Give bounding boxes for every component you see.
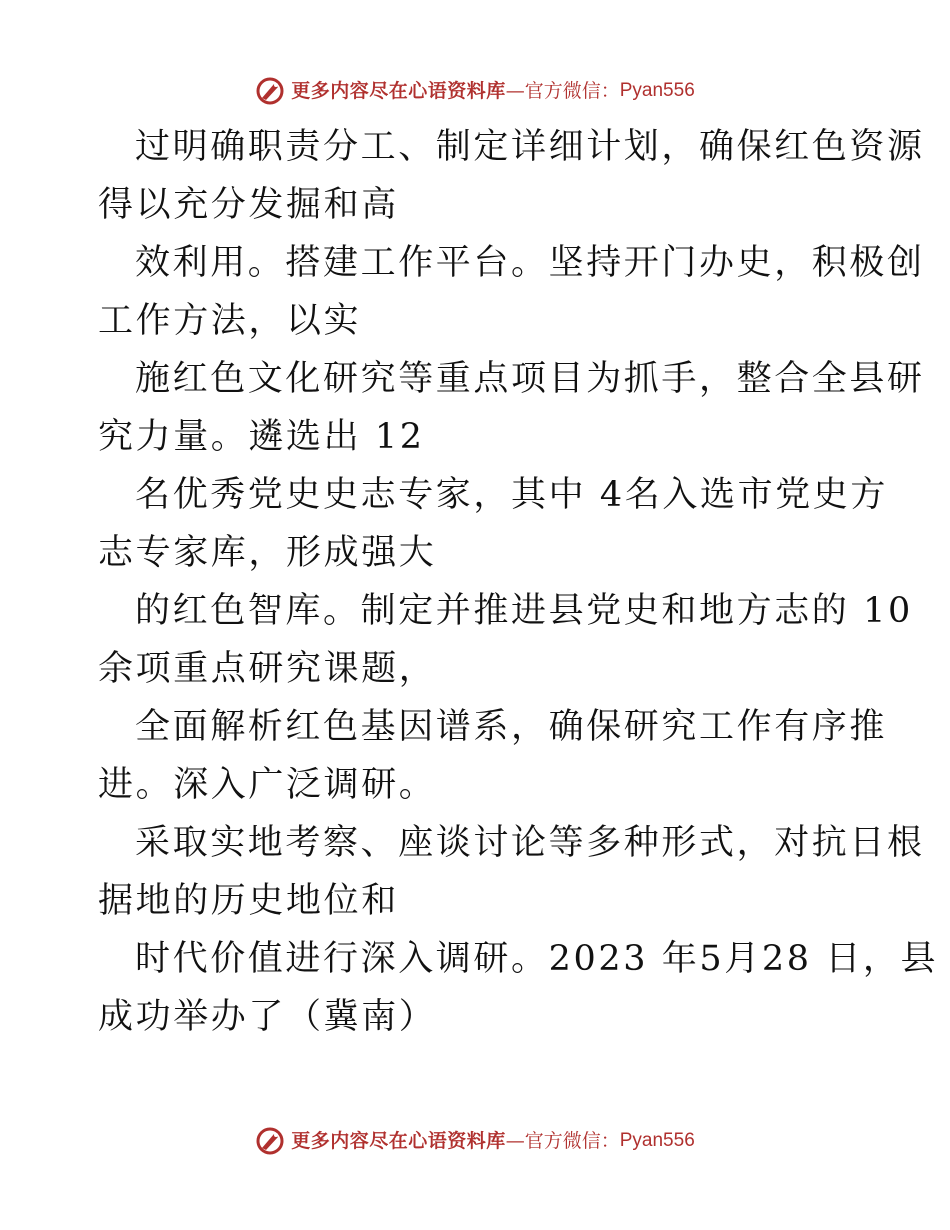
watermark-wechat-label: 官方微信：	[524, 1130, 620, 1152]
paragraph	[98, 350, 925, 466]
paragraph-second-line: 进。深入广泛调研。	[98, 765, 437, 805]
watermark-separator: —	[505, 1130, 525, 1152]
paragraph-second-line: 究力量。遴选出 12	[98, 417, 425, 457]
paragraph-first-line: 名优秀党史史志专家，其中 4名入选市党史方	[135, 475, 888, 515]
paragraph	[98, 814, 925, 930]
paragraph-first-line: 效利用。搭建工作平台。坚持开门办史，积极创	[135, 243, 925, 283]
paragraph-second-line: 据地的历史地位和	[98, 881, 399, 921]
watermark-separator: —	[505, 80, 525, 102]
paragraph-first-line: 时代价值进行深入调研。2023 年5月28 日，县	[135, 939, 939, 979]
paragraph-first-line: 的红色智库。制定并推进县党史和地方志的 10	[135, 591, 913, 631]
paragraph-first-line: 全面解析红色基因谱系，确保研究工作有序推	[135, 707, 888, 747]
paragraph-first-line: 过明确职责分工、制定详细计划，确保红色资源	[135, 127, 925, 167]
document-body	[98, 118, 939, 1046]
watermark-main-text: 更多内容尽在心语资料库	[291, 1130, 506, 1152]
paragraph-second-line: 志专家库，形成强大	[98, 533, 437, 573]
paragraph	[98, 930, 939, 1046]
paragraph-first-line: 采取实地考察、座谈讨论等多种形式，对抗日根	[135, 823, 925, 863]
header-watermark	[0, 75, 950, 105]
paragraph-second-line: 余项重点研究课题，	[98, 649, 437, 689]
paragraph-second-line: 工作方法，以实	[98, 301, 362, 341]
paragraph	[98, 118, 925, 234]
paragraph-second-line: 得以充分发掘和高	[98, 185, 399, 225]
paragraph	[98, 234, 925, 350]
paragraph-first-line: 施红色文化研究等重点项目为抓手，整合全县研	[135, 359, 925, 399]
watermark-wechat-label: 官方微信：	[524, 80, 620, 102]
watermark-wechat-id: Pyan556	[619, 1130, 695, 1151]
paragraph	[98, 698, 888, 814]
pen-circle-logo-icon	[255, 76, 285, 106]
paragraph-second-line: 成功举办了（冀南）	[98, 997, 437, 1037]
pen-circle-logo-icon	[255, 1126, 285, 1156]
watermark-wechat-id: Pyan556	[619, 80, 695, 101]
paragraph	[98, 582, 913, 698]
watermark-main-text: 更多内容尽在心语资料库	[291, 80, 506, 102]
footer-watermark	[0, 1125, 950, 1155]
paragraph	[98, 466, 888, 582]
